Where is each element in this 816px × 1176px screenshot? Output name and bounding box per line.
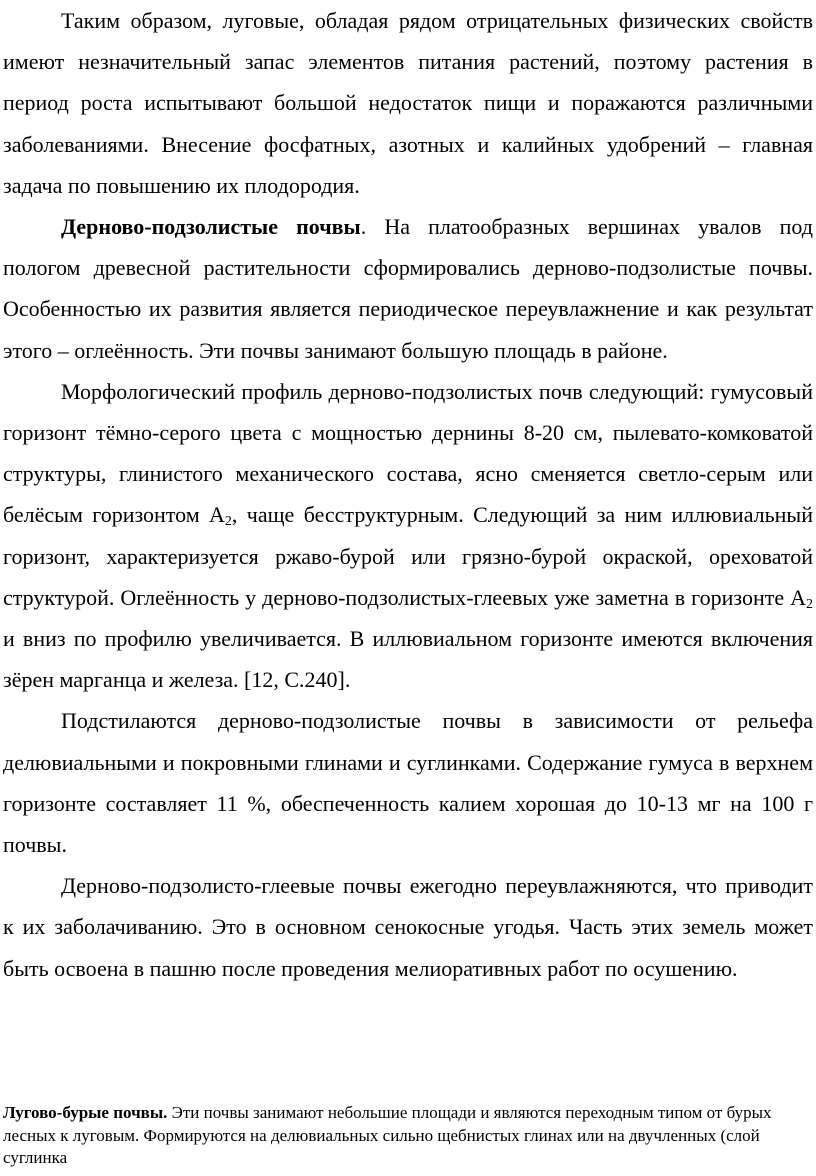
- subscript: 2: [224, 514, 232, 530]
- paragraph-text: , чаще бесструктурным. Следующий за ним иллювиальный горизонт, характеризуется ржаво-бурой или грязно-бурой окраской, ореховатой структурой. Оглеённость у дерново-подзолистых-глеевых уже заметна в горизонте А: [3, 502, 813, 610]
- paragraph-underlying-rocks: [3, 700, 813, 865]
- paragraph-bold-heading: Лугово-бурые почвы.: [3, 1103, 168, 1122]
- footer-text-block: [3, 1102, 803, 1170]
- paragraph-text: и вниз по профилю увеличивается. В иллювиальном горизонте имеются включения зёрен марганца и железа. [12, С.240].: [3, 626, 813, 693]
- subscript: 2: [806, 596, 813, 612]
- paragraph-text: Морфологический профиль дерново-подзолистых почв следующий: гумусовый горизонт тёмно-серого цвета с мощностью дернины 8-20 см, пылевато-комковатой структуры, глинистого механического состава, ясно сменяется светло-серым или белёсым горизонтом А: [3, 378, 813, 528]
- paragraph-gley-soils: [3, 865, 813, 989]
- paragraph-text: Эти почвы занимают небольшие площади и являются переходным типом от бурых лесных к луговым. Формируются на делювиальных сильно щебнистых глинах или на двучленных (слой суглинка: [3, 1103, 772, 1167]
- paragraph-text: Подстилаются дерново-подзолистые почвы в зависимости от рельефа делювиальными и покровными глинами и суглинками. Содержание гумуса в верхнем горизонте составляет 11 %, обеспеченность калием хорошая до 10-13 мг на 100 г почвы.: [3, 708, 813, 858]
- paragraph-sod-podzolic-intro: [3, 206, 813, 371]
- paragraph-text: Таким образом, луговые, обладая рядом отрицательных физических свойств имеют незначительный запас элементов питания растений, поэтому растения в период роста испытывают большой недостаток пищи и поражаются различными заболеваниями. Внесение фосфатных, азотных и калийных удобрений – главная задача по повышению их плодородия.: [3, 8, 813, 198]
- paragraph-bold-heading: Дерново-подзолистые почвы: [61, 214, 361, 240]
- paragraph-text: Дерново-подзолисто-глеевые почвы ежегодно переувлажняются, что приводит к их заболачиванию. Это в основном сенокосные угодья. Часть этих земель может быть освоена в пашню после проведения мелиоративных работ по осушению.: [3, 873, 813, 981]
- paragraph-text: . На платообразных вершинах увалов под пологом древесной растительности сформировались дерново-подзолистые почвы. Особенностью их развития является периодическое переувлажнение и как результат этого – оглеённость. Эти почвы занимают большую площадь в районе.: [3, 214, 813, 363]
- paragraph-meadow-brown-soils: [3, 1102, 803, 1170]
- paragraph-morphological-profile: [3, 371, 813, 701]
- paragraph-meadow-conclusion: [3, 0, 813, 206]
- main-text-block: [3, 0, 813, 989]
